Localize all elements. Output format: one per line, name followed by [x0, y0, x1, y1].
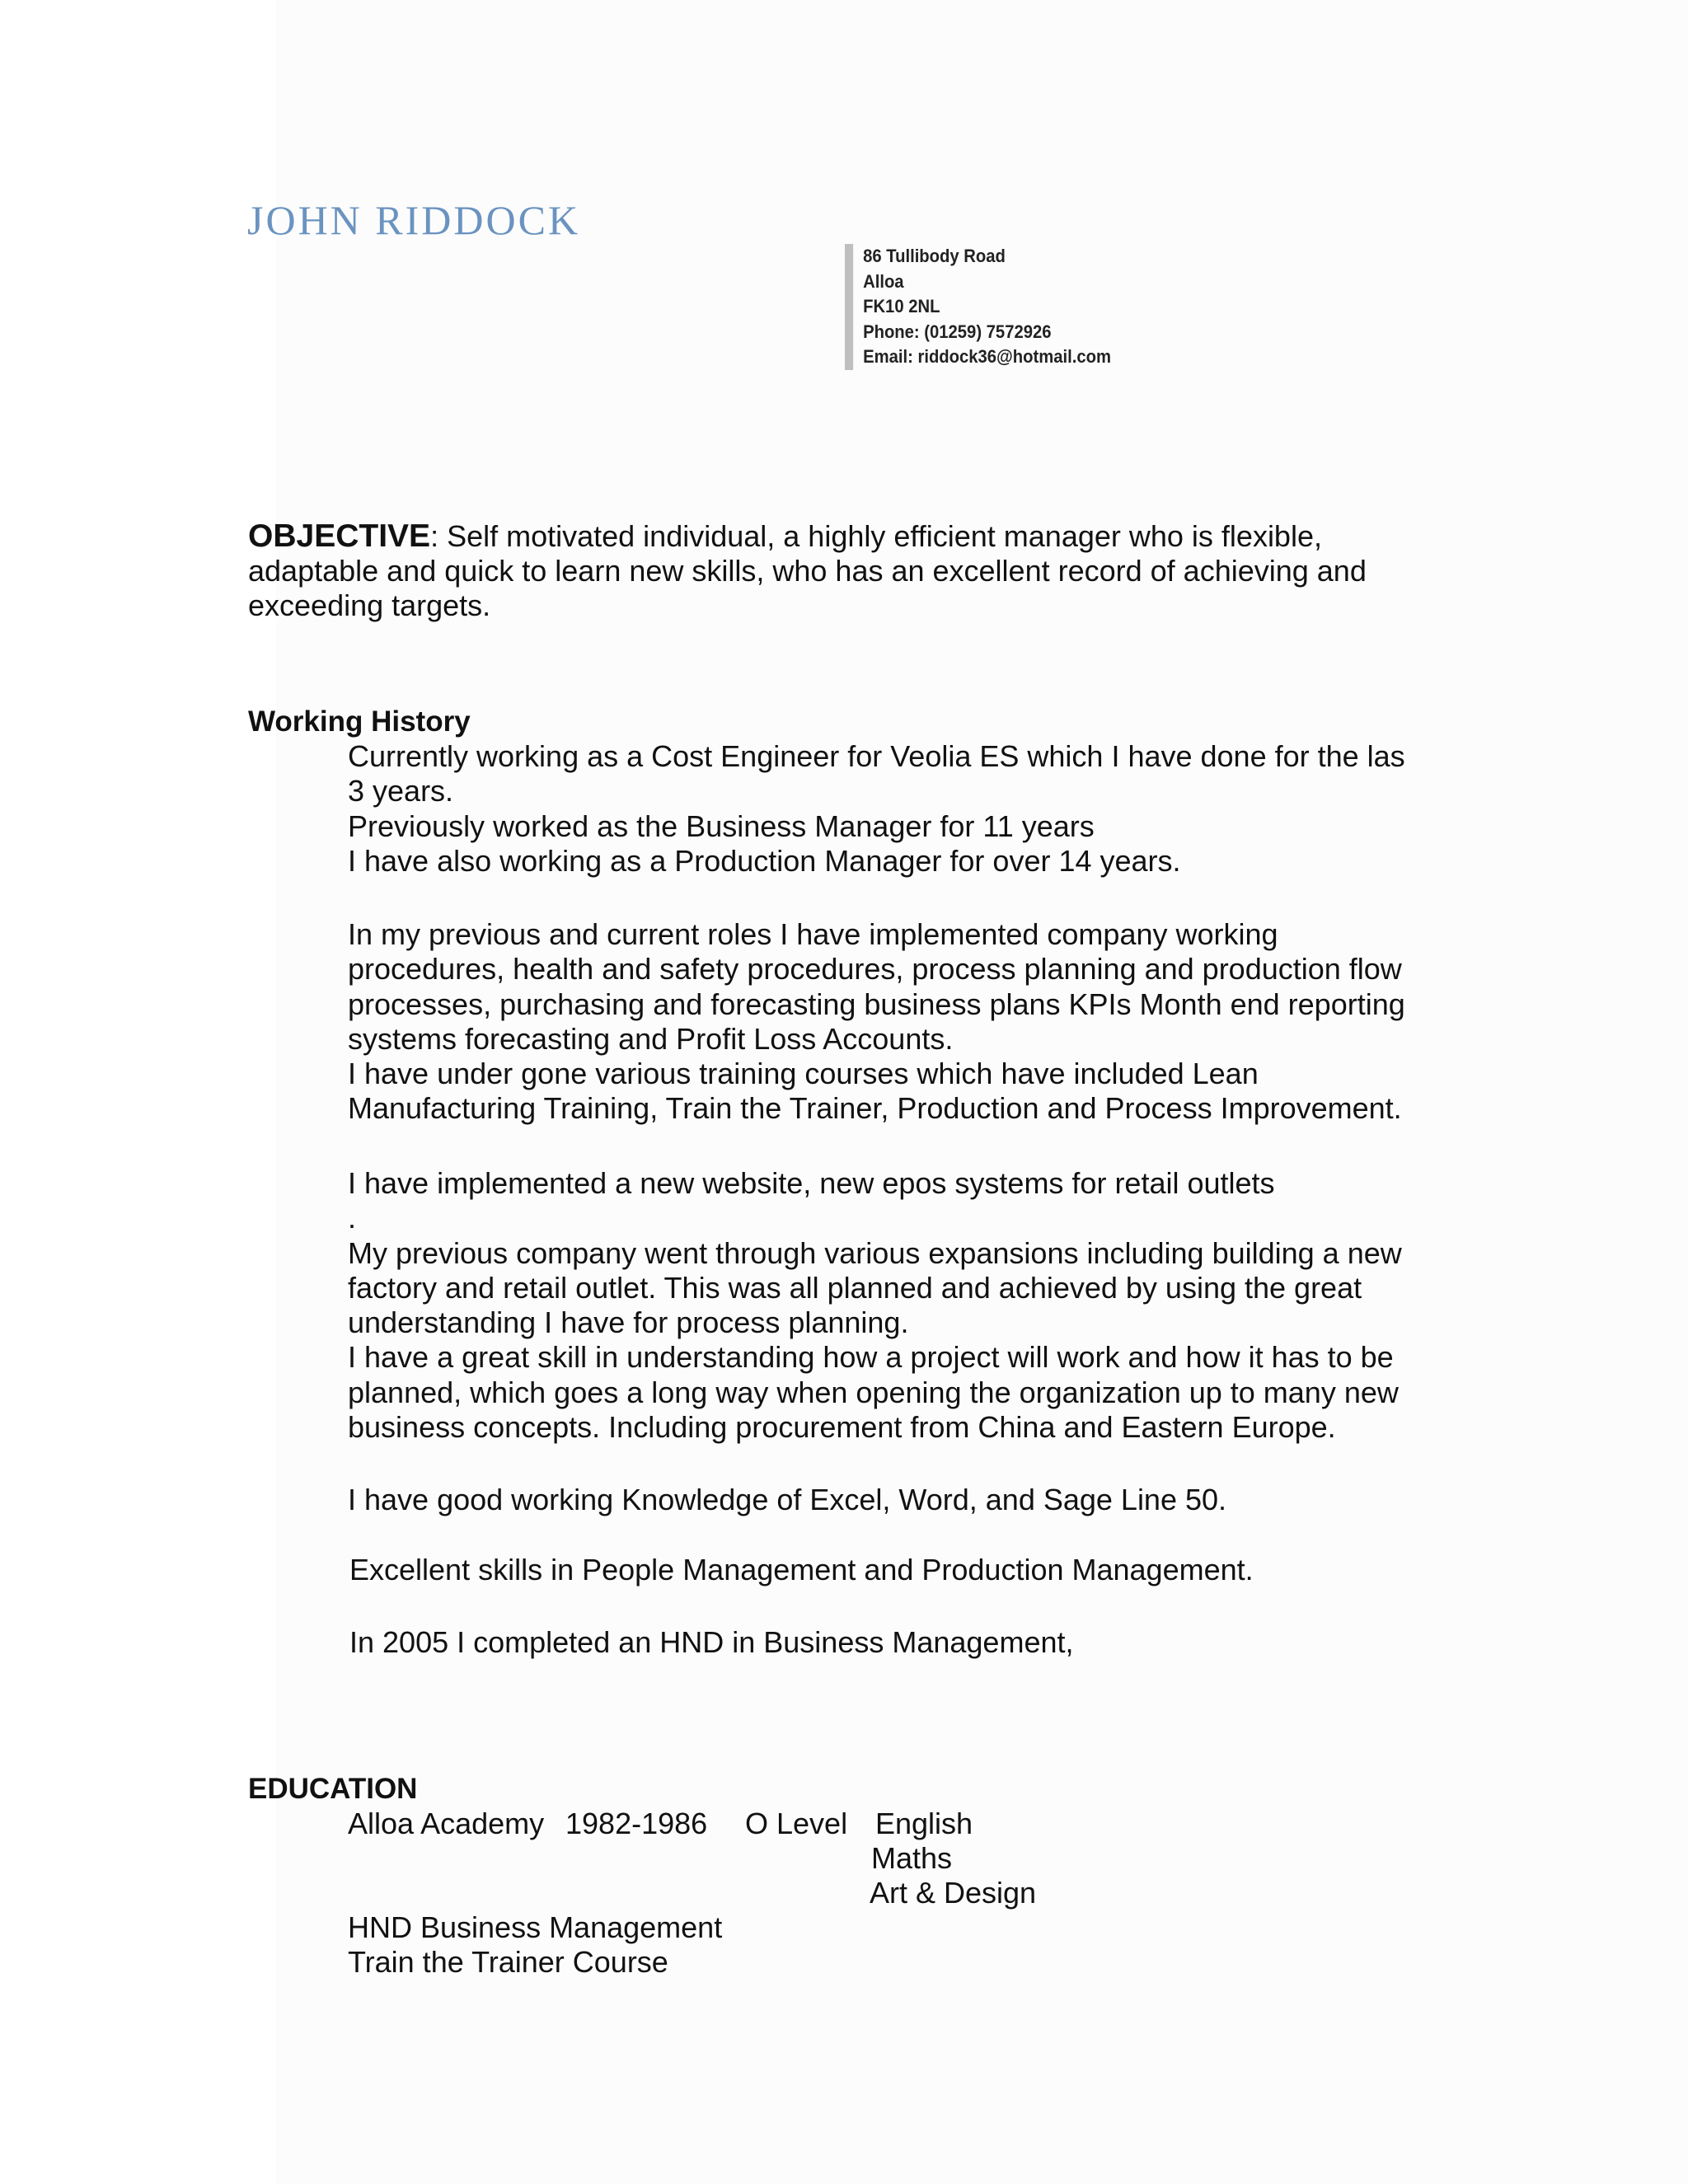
- history-line: factory and retail outlet. This was all planned and achieved by using the great: [348, 1270, 1362, 1305]
- history-line: Manufacturing Training, Train the Trainer, Production and Process Improvement.: [348, 1091, 1402, 1126]
- education-school: Alloa Academy: [348, 1807, 545, 1840]
- contact-phone: Phone: (01259) 7572926: [863, 321, 1052, 342]
- history-block-roles: [348, 739, 1405, 879]
- education-title: EDUCATION: [248, 1773, 418, 1805]
- history-line: 3 years.: [348, 774, 454, 808]
- education-years: 1982-1986: [565, 1807, 708, 1840]
- history-line: Currently working as a Cost Engineer for Veolia ES which I have done for the las: [348, 739, 1405, 773]
- education-qualification: HND Business Management: [348, 1910, 723, 1944]
- history-line: I have implemented a new website, new epos systems for retail outlets: [348, 1166, 1275, 1200]
- address-street: 86 Tullibody Road: [863, 246, 1006, 266]
- contact-email: Email: riddock36@hotmail.com: [863, 346, 1112, 367]
- history-line: understanding I have for process planning.: [348, 1305, 909, 1340]
- education-subject: Maths: [871, 1841, 953, 1875]
- history-line: In my previous and current roles I have implemented company working: [348, 917, 1278, 951]
- history-line: My previous company went through various expansions including building a new: [348, 1235, 1402, 1270]
- history-line: I have also working as a Production Manager for over 14 years.: [348, 843, 1181, 878]
- education-level: O Level: [745, 1807, 848, 1840]
- history-block-software: [348, 1483, 1226, 1517]
- objective-label: OBJECTIVE: [248, 518, 431, 554]
- candidate-name: JOHN RIDDOCK: [247, 197, 581, 243]
- history-line: In 2005 I completed an HND in Business Management,: [349, 1625, 1074, 1659]
- history-block-expansion: [348, 1166, 1402, 1445]
- history-line: systems forecasting and Profit Loss Accounts.: [348, 1021, 954, 1056]
- history-line: business concepts. Including procurement from China and Eastern Europe.: [348, 1410, 1336, 1445]
- history-line: Previously worked as the Business Manager for 11 years: [348, 808, 1095, 843]
- history-line: I have good working Knowledge of Excel, Word, and Sage Line 50.: [348, 1483, 1227, 1516]
- history-line: I have under gone various training courses which have included Lean: [348, 1057, 1259, 1091]
- history-line: processes, purchasing and forecasting business plans KPIs Month end reporting: [348, 987, 1405, 1021]
- history-line: I have a great skill in understanding how a project will work and how it has to be: [348, 1340, 1394, 1375]
- contact-block: [845, 244, 1111, 370]
- history-line: planned, which goes a long way when opening the organization up to many new: [348, 1375, 1399, 1409]
- working-history-title: Working History: [248, 705, 471, 738]
- history-line: .: [348, 1201, 357, 1235]
- education-subject: Art & Design: [870, 1876, 1037, 1910]
- history-line: procedures, health and safety procedures, process planning and production flow: [348, 952, 1402, 987]
- education-subject: English: [875, 1807, 973, 1840]
- history-block-skills: [349, 1553, 1254, 1587]
- history-line: Excellent skills in People Management and Production Management.: [349, 1553, 1254, 1586]
- education-qualification: Train the Trainer Course: [348, 1945, 668, 1979]
- address-town: Alloa: [863, 270, 904, 292]
- objective-paragraph: [248, 519, 1435, 623]
- address-postcode: FK10 2NL: [863, 296, 940, 316]
- history-block-hnd: [349, 1625, 1073, 1660]
- objective-text: : Self motivated individual, a highly efficient manager who is flexible, adaptable and quick to learn new skills, who has an excellent record of achieving and exceeding targets.: [248, 519, 1367, 622]
- history-block-implementation: [348, 917, 1405, 1127]
